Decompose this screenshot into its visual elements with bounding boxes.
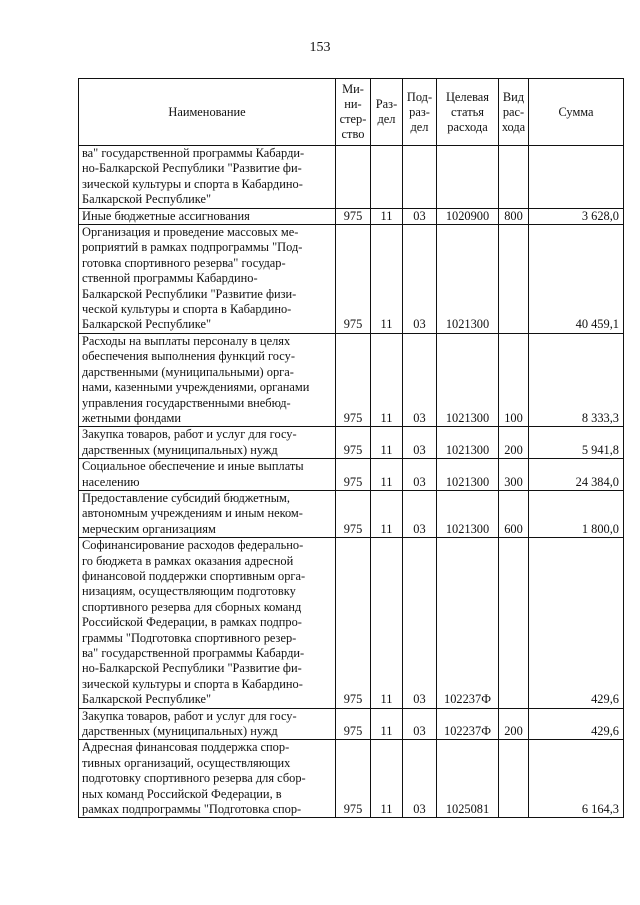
- cell-name: [79, 538, 336, 708]
- cell-section: 11: [371, 740, 403, 818]
- name-line: управления государственными внебюд-: [82, 395, 291, 410]
- header-line: Ми-: [342, 82, 364, 96]
- name-line: но-Балкарской Республики "Развитие фи-: [82, 661, 302, 676]
- cell-ministry: [336, 146, 371, 209]
- cell-sum: 40 459,1: [529, 225, 624, 334]
- name-line: Иные бюджетные ассигнования: [82, 208, 250, 223]
- cell-name: [79, 333, 336, 426]
- name-line: ва" государственной программы Кабарди-: [82, 646, 305, 660]
- cell-name: [79, 427, 336, 459]
- header-row: [79, 79, 624, 146]
- cell-name: [79, 146, 336, 209]
- cell-sum: 3 628,0: [529, 208, 624, 224]
- header-target: [437, 79, 499, 146]
- name-line: Организация и проведение массовых ме-: [82, 225, 299, 240]
- table-row: [79, 538, 624, 708]
- name-line: тивных организаций, осуществляющих: [82, 755, 291, 770]
- header-line: дел: [377, 112, 396, 126]
- header-type: [499, 79, 529, 146]
- name-line: Адресная финансовая поддержка спор-: [82, 740, 290, 755]
- table-row: [79, 146, 624, 209]
- cell-sum: 5 941,8: [529, 427, 624, 459]
- cell-subsection: 03: [403, 208, 437, 224]
- cell-subsection: 03: [403, 740, 437, 818]
- name-line: роприятий в рамках подпрограммы "Под-: [82, 240, 303, 255]
- cell-target: 1020900: [437, 208, 499, 224]
- cell-section: 11: [371, 225, 403, 334]
- name-line: Балкарской Республики "Развитие физи-: [82, 286, 297, 301]
- cell-ministry: 975: [336, 427, 371, 459]
- header-line: дел: [410, 119, 429, 134]
- cell-target: 1021300: [437, 225, 499, 334]
- name-line: нами, казенными учреждениями, органами: [82, 380, 310, 395]
- header-line: расхода: [447, 119, 488, 134]
- cell-sum: 429,6: [529, 538, 624, 708]
- name-line: дарственных (муниципальных) нужд: [82, 724, 278, 739]
- cell-subsection: 03: [403, 708, 437, 740]
- cell-target: 1025081: [437, 740, 499, 818]
- name-line: ческой культуры и спорта в Кабардино-: [82, 302, 292, 317]
- cell-section: 11: [371, 708, 403, 740]
- name-line: Закупка товаров, работ и услуг для госу-: [82, 427, 297, 442]
- cell-section: 11: [371, 538, 403, 708]
- name-line: низациям, осуществляющим подготовку: [82, 584, 296, 599]
- cell-name: [79, 208, 336, 224]
- cell-name: [79, 225, 336, 334]
- table-row: [79, 459, 624, 491]
- header-line: Раз-: [375, 97, 398, 111]
- name-line: дарственных (муниципальных) нужд: [82, 442, 278, 457]
- cell-name: [79, 490, 336, 537]
- name-line: Балкарской Республике": [82, 692, 212, 707]
- cell-type: [499, 740, 529, 818]
- header-sum: Сумма: [529, 79, 624, 146]
- header-line: Целевая: [445, 89, 490, 104]
- cell-ministry: 975: [336, 225, 371, 334]
- cell-sum: [529, 146, 624, 209]
- cell-target: 1021300: [437, 427, 499, 459]
- cell-subsection: 03: [403, 538, 437, 708]
- cell-type: 100: [499, 333, 529, 426]
- cell-ministry: 975: [336, 208, 371, 224]
- name-line: жетными фондами: [82, 410, 181, 425]
- table-row: [79, 708, 624, 740]
- name-line: граммы "Подготовка спортивного резер-: [82, 630, 297, 645]
- name-line: Предоставление субсидий бюджетным,: [82, 490, 290, 505]
- name-line: Российской Федерации, в рамках подпро-: [82, 615, 302, 630]
- name-line: готовка спортивного резерва" государ-: [82, 255, 286, 270]
- header-line: хода: [501, 119, 526, 134]
- cell-subsection: 03: [403, 427, 437, 459]
- cell-ministry: 975: [336, 490, 371, 537]
- header-line: статья: [450, 104, 484, 119]
- name-line: спортивного резерва для сборных команд: [82, 599, 302, 614]
- table-row: [79, 333, 624, 426]
- name-line: ва" государственной программы Кабарди-: [82, 146, 305, 160]
- cell-section: 11: [371, 459, 403, 491]
- header-line: стер-: [339, 112, 367, 126]
- name-line: мерческим организациям: [82, 521, 216, 536]
- table-row: [79, 490, 624, 537]
- name-line: ственной программы Кабардино-: [82, 271, 258, 286]
- name-line: подготовку спортивного резерва для сбор-: [82, 771, 306, 786]
- cell-target: [437, 146, 499, 209]
- header-line: рас-: [502, 104, 525, 119]
- page-number: 153: [309, 40, 331, 55]
- cell-type: 300: [499, 459, 529, 491]
- name-line: Софинансирование расходов федерально-: [82, 538, 304, 553]
- name-line: рамках подпрограммы "Подготовка спор-: [82, 802, 302, 817]
- cell-sum: 429,6: [529, 708, 624, 740]
- cell-subsection: 03: [403, 225, 437, 334]
- name-line: но-Балкарской Республики "Развитие фи-: [82, 161, 302, 176]
- header-line: Вид: [502, 89, 525, 104]
- cell-ministry: 975: [336, 333, 371, 426]
- cell-type: 200: [499, 427, 529, 459]
- name-line: дарственными (муниципальными) орга-: [82, 364, 294, 379]
- cell-section: 11: [371, 490, 403, 537]
- cell-target: 102237Ф: [437, 538, 499, 708]
- table-row: [79, 208, 624, 224]
- name-line: го бюджета в рамках оказания адресной: [82, 553, 294, 568]
- name-line: зической культуры и спорта в Кабардино-: [82, 676, 303, 691]
- cell-ministry: 975: [336, 538, 371, 708]
- cell-type: [499, 538, 529, 708]
- name-line: Балкарской Республике": [82, 317, 212, 332]
- cell-sum: 8 333,3: [529, 333, 624, 426]
- cell-section: 11: [371, 427, 403, 459]
- cell-target: 102237Ф: [437, 708, 499, 740]
- header-subsection: [403, 79, 437, 146]
- cell-section: [371, 146, 403, 209]
- name-line: зической культуры и спорта в Кабардино-: [82, 176, 303, 191]
- header-section: [371, 79, 403, 146]
- cell-type: [499, 146, 529, 209]
- header-name: Наименование: [79, 79, 336, 146]
- header-line: ство: [341, 127, 365, 141]
- cell-sum: 24 384,0: [529, 459, 624, 491]
- cell-type: 800: [499, 208, 529, 224]
- table-row: [79, 740, 624, 818]
- name-line: обеспечения выполнения функций госу-: [82, 349, 295, 364]
- name-line: Социальное обеспечение и иные выплаты: [82, 459, 304, 474]
- cell-type: 200: [499, 708, 529, 740]
- table-row: [79, 427, 624, 459]
- cell-subsection: 03: [403, 490, 437, 537]
- cell-name: [79, 740, 336, 818]
- cell-type: [499, 225, 529, 334]
- cell-sum: 1 800,0: [529, 490, 624, 537]
- cell-subsection: [403, 146, 437, 209]
- cell-name: [79, 459, 336, 491]
- cell-ministry: 975: [336, 708, 371, 740]
- header-line: Под-: [406, 89, 433, 104]
- cell-section: 11: [371, 208, 403, 224]
- cell-target: 1021300: [437, 490, 499, 537]
- table-row: [79, 225, 624, 334]
- cell-type: 600: [499, 490, 529, 537]
- name-line: Расходы на выплаты персоналу в целях: [82, 333, 291, 348]
- header-line: раз-: [409, 104, 430, 119]
- cell-subsection: 03: [403, 459, 437, 491]
- budget-table: [78, 78, 624, 818]
- name-line: ных команд Российской Федерации, в: [82, 786, 282, 801]
- name-line: Балкарской Республике": [82, 192, 212, 207]
- name-line: автономным учреждениям и иным неком-: [82, 506, 303, 521]
- name-line: финансовой поддержки спортивным орга-: [82, 568, 306, 583]
- cell-ministry: 975: [336, 740, 371, 818]
- header-line: ни-: [344, 97, 362, 111]
- cell-ministry: 975: [336, 459, 371, 491]
- header-ministry: [336, 79, 371, 146]
- cell-section: 11: [371, 333, 403, 426]
- name-line: населению: [82, 474, 140, 489]
- cell-target: 1021300: [437, 333, 499, 426]
- table-body: [79, 146, 624, 818]
- name-line: Закупка товаров, работ и услуг для госу-: [82, 708, 297, 723]
- cell-sum: 6 164,3: [529, 740, 624, 818]
- cell-subsection: 03: [403, 333, 437, 426]
- cell-name: [79, 708, 336, 740]
- cell-target: 1021300: [437, 459, 499, 491]
